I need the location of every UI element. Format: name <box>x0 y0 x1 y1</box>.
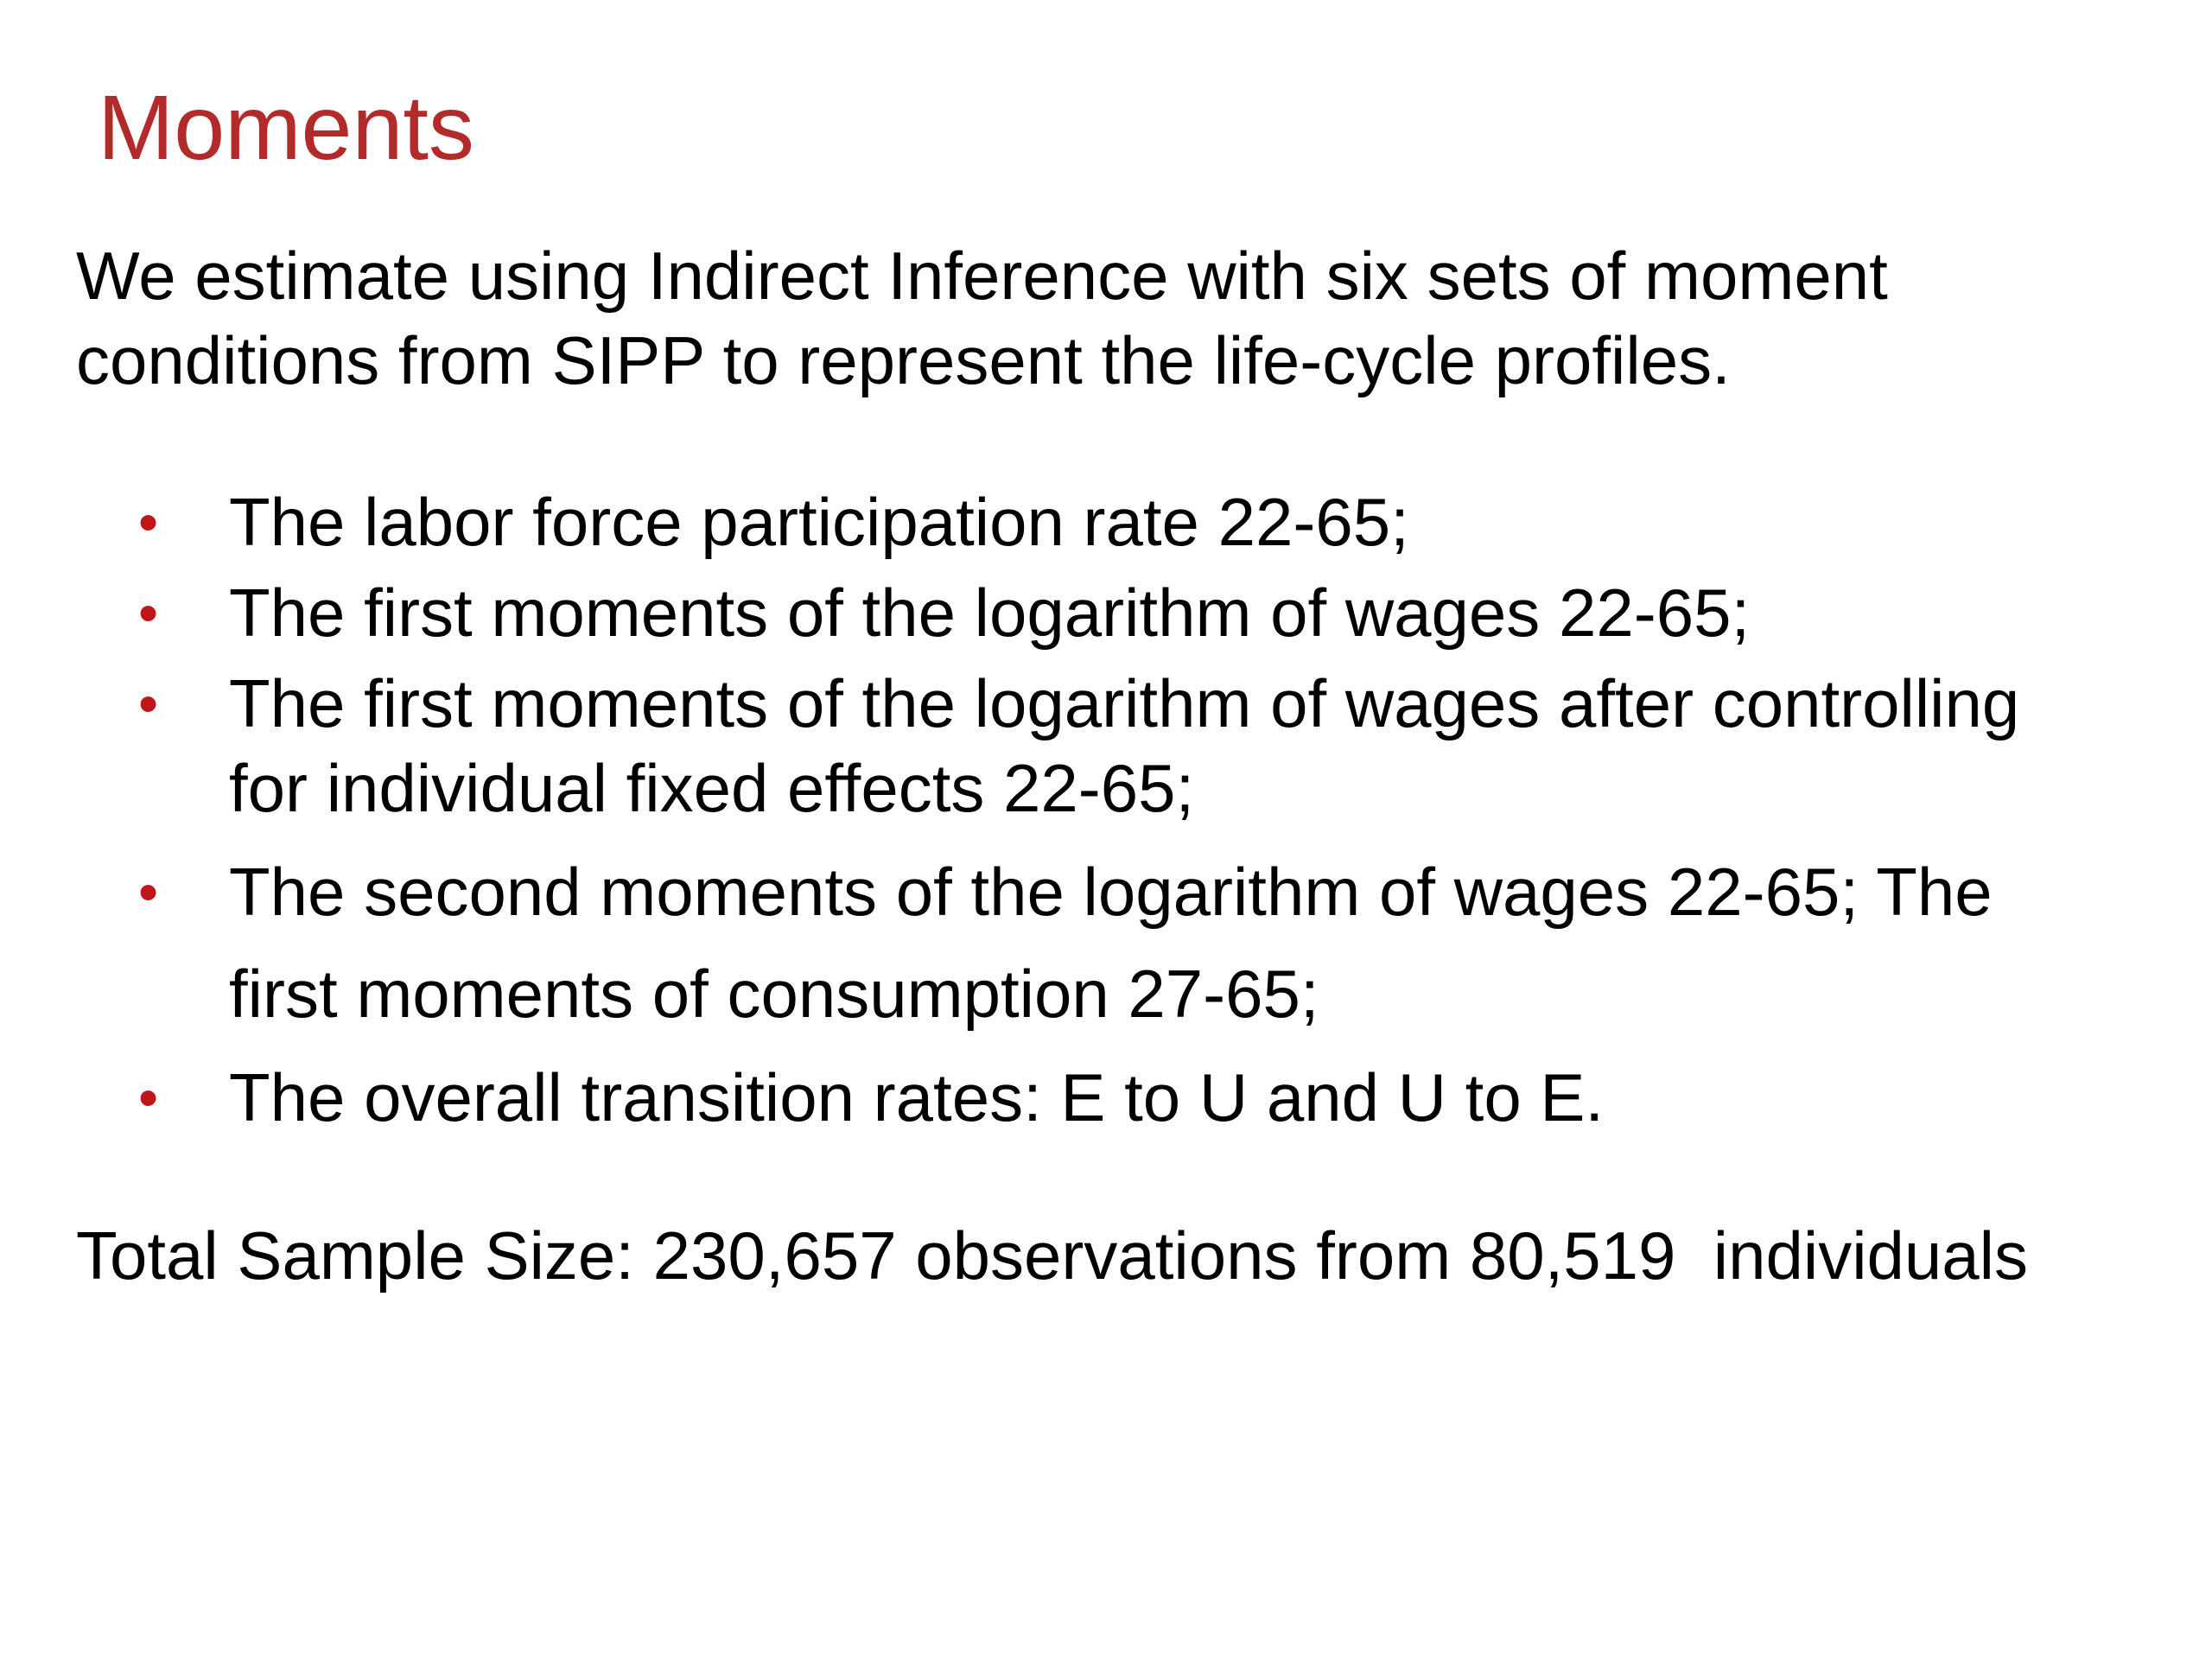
moment-conditions-list <box>138 480 2091 1140</box>
intro-paragraph: We estimate using Indirect Inference with six sets of moment conditions from SIPP to represent the life-cycle profiles. <box>76 238 1888 398</box>
list-item-text: The second moments of the logarithm of wages 22-65; The first moments of consumption 27-65; <box>229 854 1993 1032</box>
slide-title: Moments <box>98 77 474 179</box>
list-item-text: The first moments of the logarithm of wages 22-65; <box>229 575 1751 651</box>
list-item-text: The first moments of the logarithm of wages after controlling for individual fixed effects 22-65; <box>229 665 2020 826</box>
list-item <box>138 1055 2091 1140</box>
sample-size-note: Total Sample Size: 230,657 observations from 80,519 individuals <box>76 1217 2028 1294</box>
bullet-icon: • <box>138 490 159 554</box>
bullet-icon: • <box>138 1065 159 1129</box>
list-item-text: The overall transition rates: E to U and U to E. <box>229 1059 1605 1135</box>
list-item-text: The labor force participation rate 22-65; <box>229 484 1409 560</box>
bullet-icon: • <box>138 581 159 645</box>
list-item <box>138 480 2091 564</box>
list-item <box>138 661 2091 830</box>
bullet-icon: • <box>138 860 159 924</box>
list-item <box>138 841 2091 1045</box>
list-item <box>138 570 2091 655</box>
bullet-icon: • <box>138 671 159 735</box>
